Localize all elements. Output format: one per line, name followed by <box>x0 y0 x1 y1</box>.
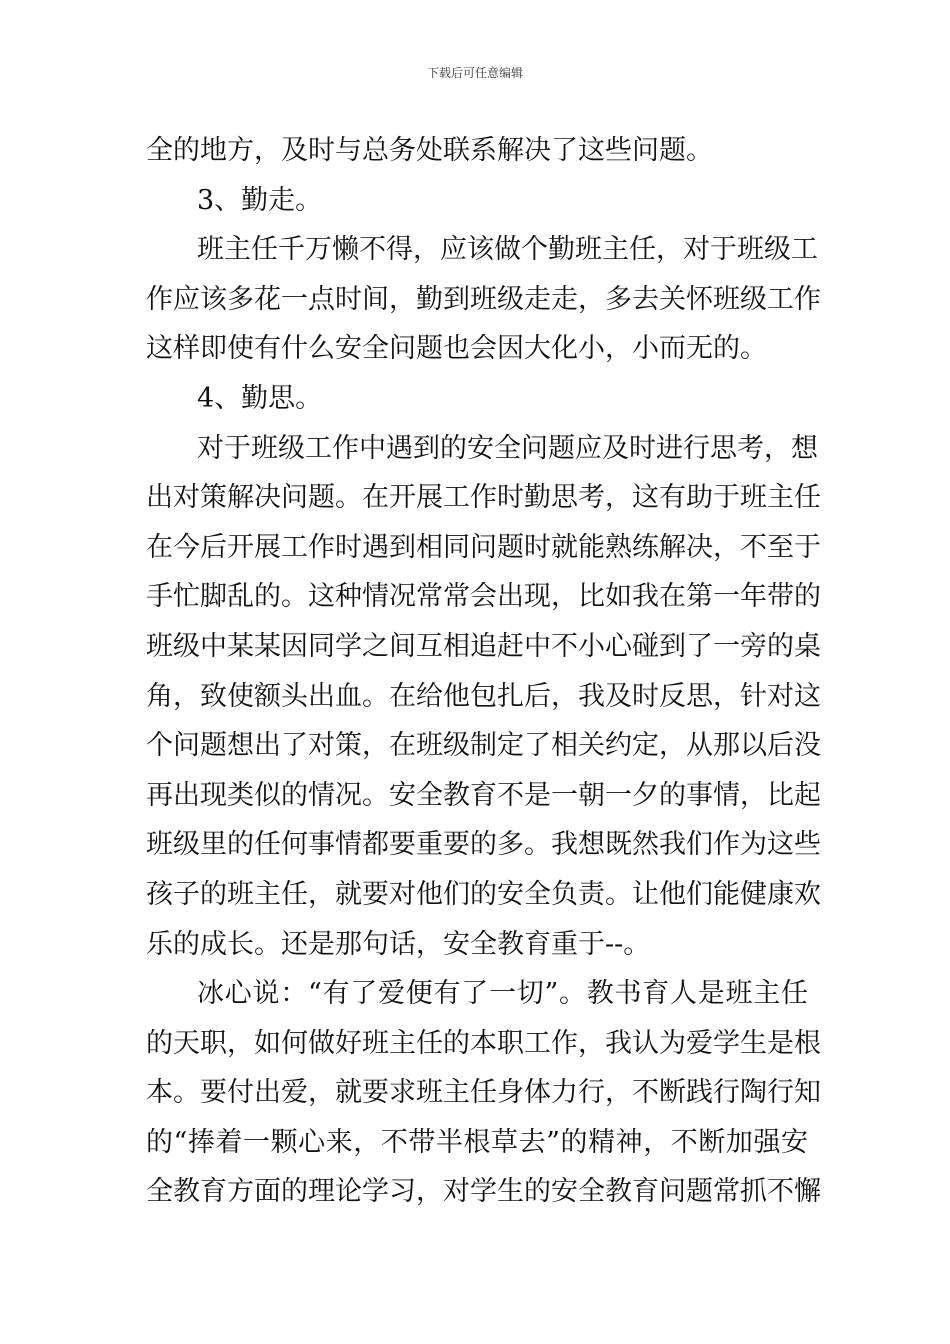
header-note: 下载后可任意编辑 <box>426 66 523 80</box>
text-line: 冰心说：“有了爱便有了一切”。教书育人是班主任 <box>197 978 808 1010</box>
text-line: 乐的成长。还是那句话，安全教育重于--。 <box>146 928 651 960</box>
text-line: 班主任千万懒不得，应该做个勤班主任，对于班级工 <box>197 234 818 266</box>
text-line: 个问题想出了对策，在班级制定了相关约定，从那以后没 <box>146 730 821 762</box>
text-line: 在今后开展工作时遇到相同问题时就能熟练解决，不至于 <box>146 531 821 563</box>
text-line: 全的地方，及时与总务处联系解决了这些问题。 <box>146 135 713 166</box>
text-line: 班级中某某因同学之间互相追赶中不小心碰到了一旁的桌 <box>146 630 821 662</box>
text-line: 的“捧着一颗心来，不带半根草去”的精神，不断加强安 <box>146 1126 808 1158</box>
text-line: 这样即使有什么安全问题也会因大化小，小而无的。 <box>146 333 767 365</box>
text-line: 角，致使额头出血。在给他包扎后，我及时反思，针对这 <box>146 680 821 712</box>
text-line: 本。要付出爱，就要求班主任身体力行，不断践行陶行知 <box>146 1077 821 1109</box>
document-body <box>146 126 821 1217</box>
text-line: 孩子的班主任，就要对他们的安全负责。让他们能健康欢 <box>146 878 821 910</box>
text-line: 班级里的任何事情都要重要的多。我想既然我们作为这些 <box>146 829 821 861</box>
section-heading: 3、勤走。 <box>197 184 323 216</box>
text-line: 手忙脚乱的。这种情况常常会出现，比如我在第一年带的 <box>146 581 821 613</box>
text-line: 全教育方面的理论学习，对学生的安全教育问题常抓不懈 <box>146 1176 821 1208</box>
text-line: 出对策解决问题。在开展工作时勤思考，这有助于班主任 <box>146 482 821 514</box>
text-line: 作应该多花一点时间，勤到班级走走，多去关怀班级工作 <box>146 283 821 315</box>
text-line: 再出现类似的情况。安全教育不是一朝一夕的事情，比起 <box>146 779 821 811</box>
section-heading: 4、勤思。 <box>197 382 323 414</box>
text-line: 的天职，如何做好班主任的本职工作，我认为爱学生是根 <box>146 1027 821 1059</box>
text-line: 对于班级工作中遇到的安全问题应及时进行思考，想 <box>197 432 818 464</box>
